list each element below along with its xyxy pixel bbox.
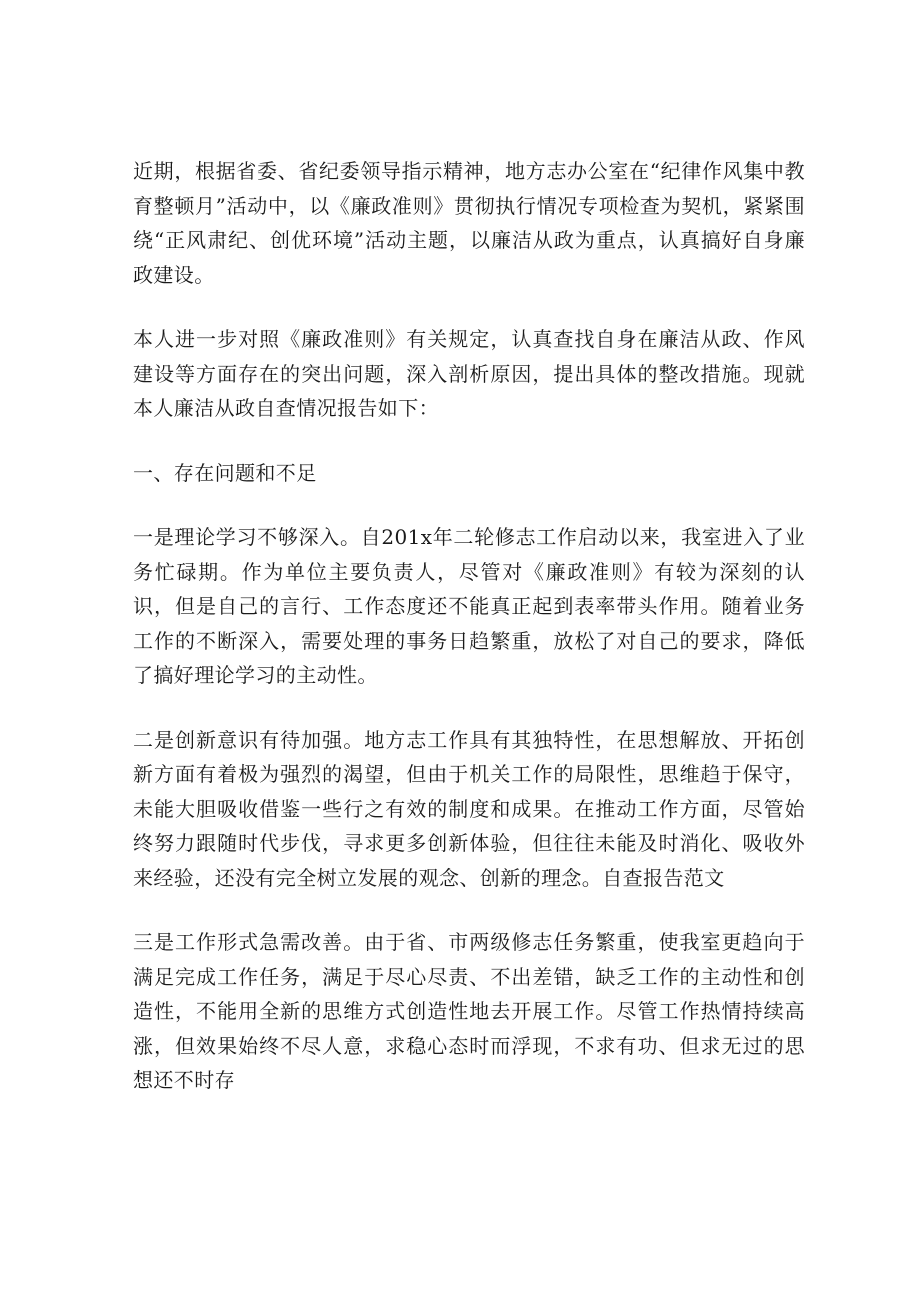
issue-paragraph-1: 一是理论学习不够深入。自201x年二轮修志工作启动以来，我室进入了业务忙碌期。作为单位主要负责人，尽管对《廉政准则》有较为深刻的认识，但是自己的言行、工作态度还不能真正起到表率带头作用。随着业务工作的不断深入，需要处理的事务日趋繁重，放松了对自己的要求，降低了搞好理论学习的主动性。 <box>133 525 805 687</box>
section-heading: 一、存在问题和不足 <box>133 460 317 485</box>
intro-paragraph: 近期，根据省委、省纪委领导指示精神，地方志办公室在“纪律作风集中教育整顿月”活动中，以《廉政准则》贯彻执行情况专项检查为契机，紧紧围绕“正风肃纪、创优环境”活动主题，以廉洁从政为重点，认真搞好自身廉政建设。 <box>133 159 805 287</box>
document-body <box>133 154 805 1128</box>
issue-paragraph-3: 三是工作形式急需改善。由于省、市两级修志任务繁重，使我室更趋向于满足完成工作任务，满足于尽心尽责、不出差错，缺乏工作的主动性和创造性，不能用全新的思维方式创造性地去开展工作。尽管工作热情持续高涨，但效果始终不尽人意，求稳心态时而浮现，不求有功、但求无过的思想还不时存 <box>133 930 805 1092</box>
issue-paragraph-2: 二是创新意识有待加强。地方志工作具有其独特性，在思想解放、开拓创新方面有着极为强烈的渴望，但由于机关工作的局限性，思维趋于保守，未能大胆吸收借鉴一些行之有效的制度和成果。在推动工作方面，尽管始终努力跟随时代步伐，寻求更多创新体验，但往往未能及时消化、吸收外来经验，还没有完全树立发展的观念、创新的理念。自查报告范文 <box>133 727 805 890</box>
report-intro-paragraph: 本人进一步对照《廉政准则》有关规定，认真查找自身在廉洁从政、作风建设等方面存在的突出问题，深入剖析原因，提出具体的整改措施。现就本人廉洁从政自查情况报告如下： <box>133 327 805 420</box>
